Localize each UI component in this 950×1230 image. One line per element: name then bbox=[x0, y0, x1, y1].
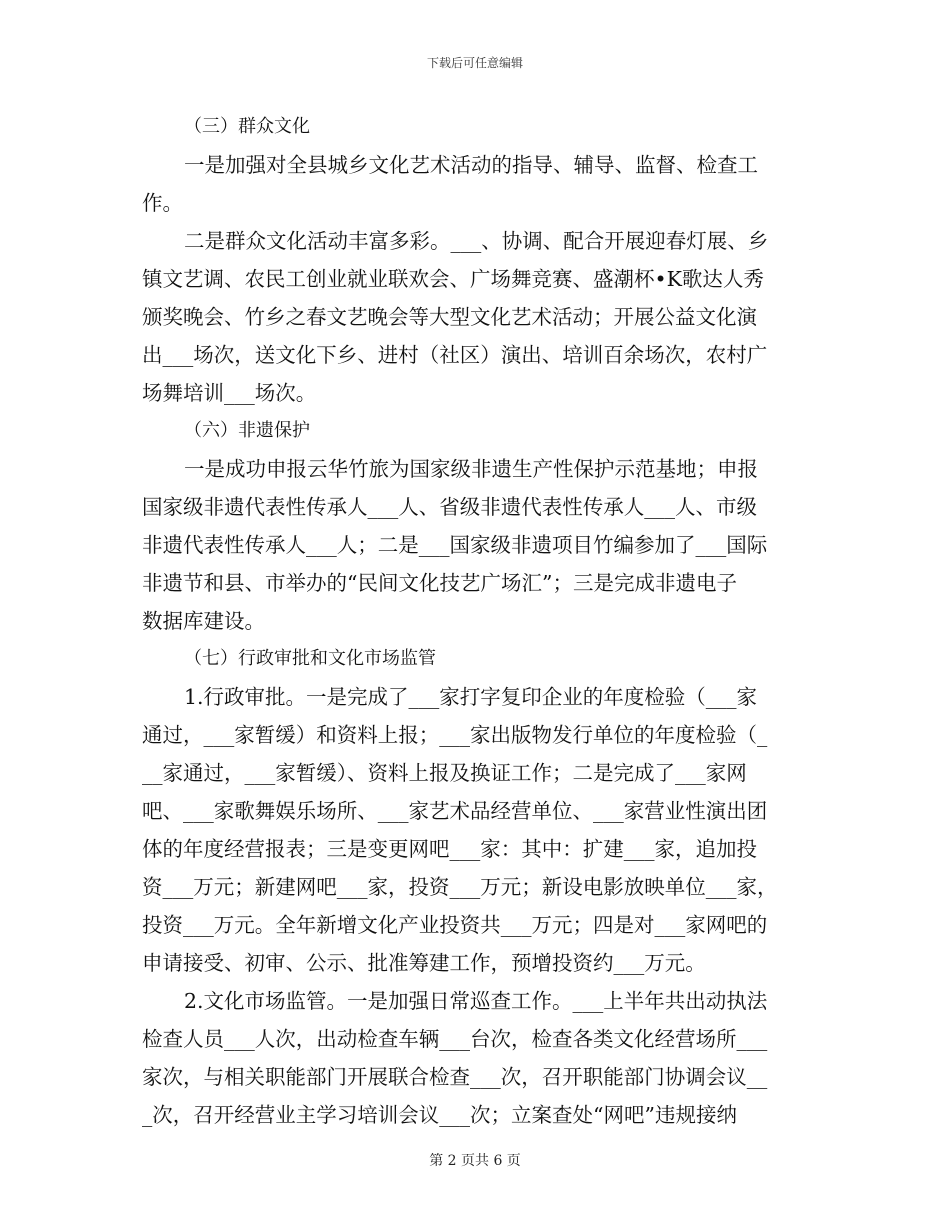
paragraph-line: __家通过，___家暂缓）、资料上报及换证工作；二是完成了___家网 bbox=[142, 761, 747, 785]
paragraph-line: 检查人员___人次，出动检查车辆___台次，检查各类文化经营场所___ bbox=[142, 1027, 768, 1051]
paragraph-line: _次，召开经营业主学习培训会议___次；立案查处“网吧”违规接纳 bbox=[142, 1103, 737, 1127]
paragraph-line: 一是加强对全县城乡文化艺术活动的指导、辅导、监督、检查工 bbox=[184, 153, 758, 177]
paragraph-line: 二是群众文化活动丰富多彩。___、协调、配合开展迎春灯展、乡 bbox=[184, 229, 769, 253]
paragraph-line: 颁奖晚会、竹乡之春文艺晚会等大型文化艺术活动；开展公益文化演 bbox=[142, 305, 757, 329]
section-heading-administrative-approval: （七）行政审批和文化市场监管 bbox=[184, 648, 436, 669]
paragraph-line: 体的年度经营报表；三是变更网吧___家：其中：扩建___家，追加投 bbox=[142, 837, 757, 861]
paragraph-line: 投资___万元。全年新增文化产业投资共___万元；四是对___家网吧的 bbox=[142, 913, 768, 937]
page-number: 第 2 页共 6 页 bbox=[429, 1153, 521, 1169]
paragraph-line: 家次，与相关职能部门开展联合检查___次，召开职能部门协调会议__ bbox=[142, 1065, 768, 1089]
paragraph-line: 镇文艺调、农民工创业就业联欢会、广场舞竞赛、盛潮杯•K歌达人秀 bbox=[142, 267, 764, 291]
paragraph-line: 作。 bbox=[142, 191, 183, 215]
paragraph-line: 数据库建设。 bbox=[142, 609, 265, 633]
paragraph-line: 1.行政审批。一是完成了___家打字复印企业的年度检验（___家 bbox=[184, 685, 758, 709]
paragraph-line: 吧、___家歌舞娱乐场所、___家艺术品经营单位、___家营业性演出团 bbox=[142, 799, 768, 823]
paragraph-line: 出___场次，送文化下乡、进村（社区）演出、培训百余场次，农村广 bbox=[142, 343, 768, 367]
paragraph-line: 2.文化市场监管。一是加强日常巡查工作。___上半年共出动执法 bbox=[184, 989, 768, 1013]
document-body bbox=[142, 108, 808, 1134]
paragraph-line: 非遗节和县、市举办的“民间文化技艺广场汇”；三是完成非遗电子 bbox=[142, 571, 737, 595]
paragraph-line: 资___万元；新建网吧___家，投资___万元；新设电影放映单位___家， bbox=[142, 875, 778, 899]
paragraph-line: 非遗代表性传承人___人；二是___国家级非遗项目竹编参加了___国际 bbox=[142, 533, 768, 557]
paragraph-line: 申请接受、初审、公示、批准筹建工作，预增投资约___万元。 bbox=[142, 951, 706, 975]
paragraph-line: 场舞培训___场次。 bbox=[142, 381, 317, 405]
paragraph-line: 国家级非遗代表性传承人___人、省级非遗代表性传承人___人、市级 bbox=[142, 495, 757, 519]
paragraph-line: 一是成功申报云华竹旅为国家级非遗生产性保护示范基地；申报 bbox=[184, 457, 758, 481]
page-header: 下载后可任意编辑 bbox=[426, 56, 523, 70]
paragraph-line: 通过，___家暂缓）和资料上报；___家出版物发行单位的年度检验（_ bbox=[142, 723, 768, 747]
section-heading-intangible-heritage: （六）非遗保护 bbox=[184, 420, 310, 441]
section-heading-mass-culture: （三）群众文化 bbox=[184, 116, 310, 137]
